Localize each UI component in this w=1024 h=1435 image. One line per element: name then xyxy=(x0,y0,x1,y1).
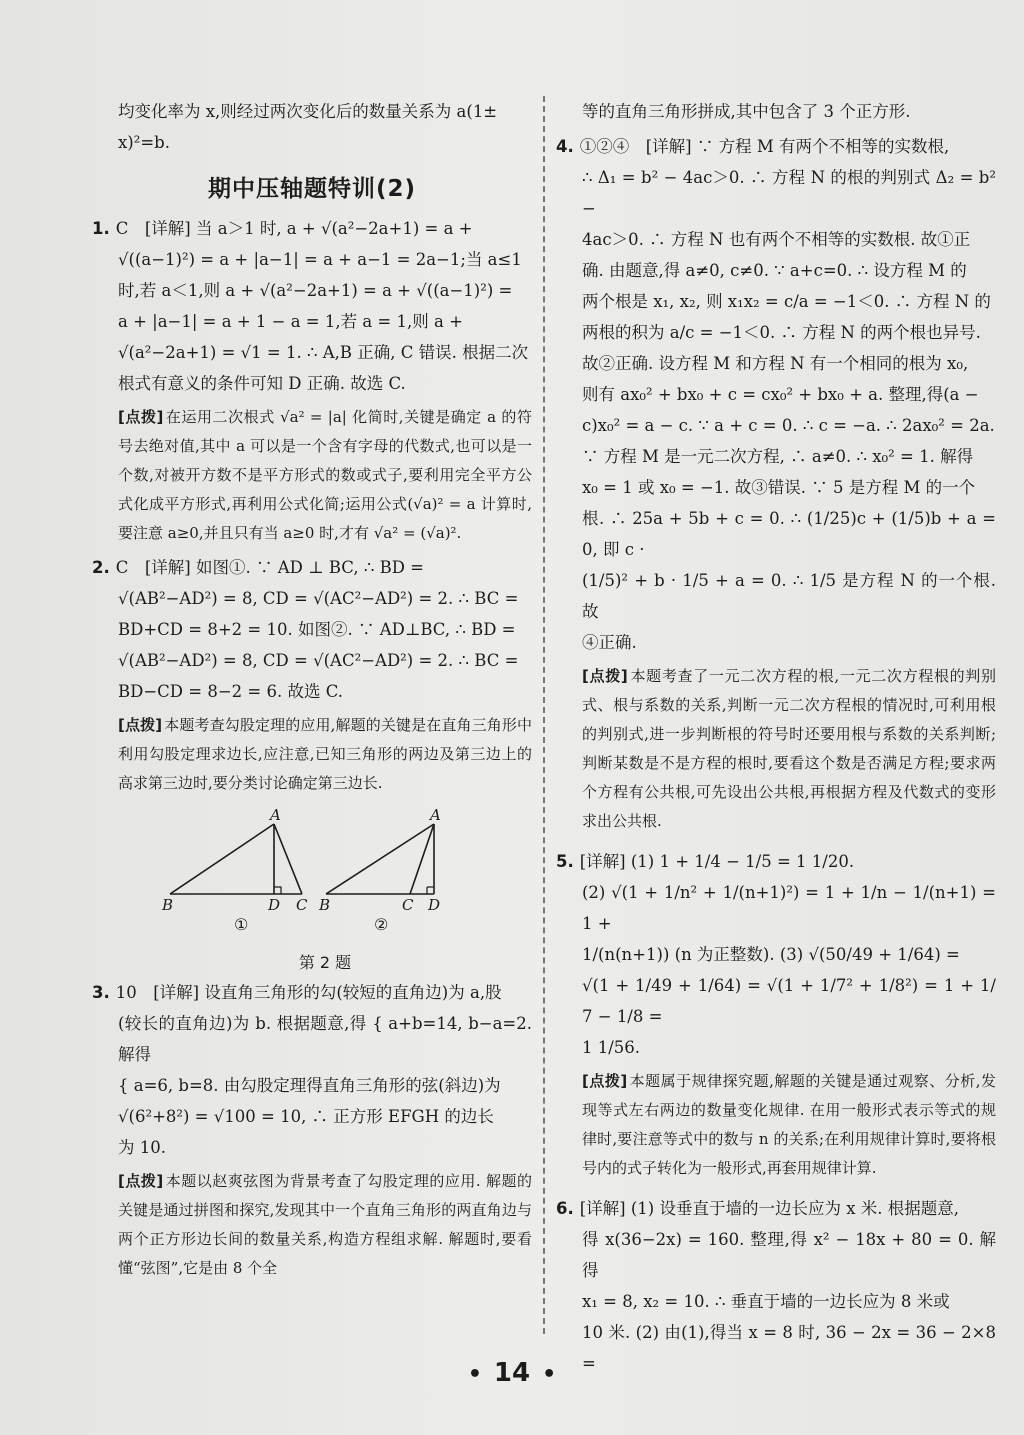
item-number: 2. xyxy=(92,558,110,577)
tip-label: [点拨] xyxy=(582,1072,628,1090)
answer-line: 故②正确. 设方程 M 和方程 N 有一个相同的根为 x₀, xyxy=(582,354,969,373)
triangle-figure-2 xyxy=(326,824,434,894)
item-number: 4. xyxy=(556,137,574,156)
answer-line: ①②④ [详解] ∵ 方程 M 有两个不相等的实数根, xyxy=(579,137,950,156)
answer-item-6 xyxy=(556,1193,996,1379)
tip-text: 本题以赵爽弦图为背景考查了勾股定理的应用. 解题的关键是通过拼图和探究,发现其中一个直角三角形的两直角边与两个正方形边长间的数量关系,构造方程组求解. 解题时,要看懂“弦图”,它是由 8 个全 xyxy=(118,1172,532,1277)
tip-label: [点拨] xyxy=(118,408,164,426)
answer-line: √(6²+8²) = √100 = 10, ∴ 正方形 EFGH 的边长 xyxy=(118,1107,494,1126)
answer-line: (1/5)² + b · 1/5 + a = 0. ∴ 1/5 是方程 N 的一个根. 故 xyxy=(582,571,996,621)
intro-line: 均变化率为 x,则经过两次变化后的数量关系为 a(1± xyxy=(118,102,498,121)
tip-text: 本题考查了一元二次方程的根,一元二次方程根的判别式、根与系数的关系,判断一元二次方程根的情况时,可利用根的判别式,进一步判断根的符号时还要用根与系数的关系判断;判断某数是不是方程的根时,要看这个数是否满足方程;要求两个方程有公共根,可先设出公共根,再根据方程及代数式的变形求出公共根. xyxy=(582,667,996,830)
figure-2-label: ② xyxy=(374,915,389,934)
tip-text: 在运用二次根式 √a² = |a| 化简时,关键是确定 a 的符号去绝对值,其中 a 可以是一个含有字母的代数式,也可以是一个数,对被开方数不是平方形式的数或式子,要利用完全平方公式化成平方形式,再利用公式化简;运用公式(√a)² = a 计算时,要注意 a≥0,并且只有当 a≥0 时,才有 √a² = (√a)². xyxy=(118,408,532,542)
triangle-figure-1 xyxy=(170,824,302,894)
answer-line: { a=6, b=8. 由勾股定理得直角三角形的弦(斜边)为 xyxy=(118,1076,501,1095)
answer-line: c)x₀² = a − c. ∵ a + c = 0. ∴ c = −a. ∴ 2ax₀² = 2a. xyxy=(582,416,995,435)
answer-line: 10 米. (2) 由(1),得当 x = 8 时, 36 − 2x = 36 − 2×8 = xyxy=(582,1323,996,1373)
figure-caption: 第 2 题 xyxy=(298,953,352,972)
answer-line: x₀ = 1 或 x₀ = −1. 故③错误. ∵ 5 是方程 M 的一个 xyxy=(582,478,976,497)
answer-line: BD+CD = 8+2 = 10. 如图②. ∵ AD⊥BC, ∴ BD = xyxy=(118,620,516,639)
segment-ac xyxy=(410,824,434,894)
answer-line: C [详解] 如图①. ∵ AD ⊥ BC, ∴ BD = xyxy=(115,558,425,577)
intro-line: 等的直角三角形拼成,其中包含了 3 个正方形. xyxy=(582,102,911,121)
answer-item-1 xyxy=(92,213,532,548)
triangle-figures xyxy=(118,806,532,973)
figure-1-label: ① xyxy=(234,915,249,934)
triangle-diagrams xyxy=(118,806,532,944)
answer-line: (2) √(1 + 1/n² + 1/(n+1)²) = 1 + 1/n − 1/(n+1) = 1 + xyxy=(582,883,996,933)
answer-line: √(a²−2a+1) = √1 = 1. ∴ A,B 正确, C 错误. 根据二次 xyxy=(118,343,529,362)
answer-line: 为 10. xyxy=(118,1138,166,1157)
answer-line: ∴ Δ₁ = b² − 4ac＞0. ∴ 方程 N 的根的判别式 Δ₂ = b² − xyxy=(582,168,996,218)
tip-label: [点拨] xyxy=(582,667,628,685)
answer-item-5 xyxy=(556,846,996,1183)
tip-label: [点拨] xyxy=(118,1172,164,1190)
tip-block xyxy=(118,403,532,548)
page-footer xyxy=(0,1358,1024,1388)
answer-item-3 xyxy=(92,977,532,1283)
answer-line: 则有 ax₀² + bx₀ + c = cx₀² + bx₀ + a. 整理,得(a − xyxy=(582,385,979,404)
answer-line: (较长的直角边)为 b. 根据题意,得 { a+b=14, b−a=2. 解得 xyxy=(118,1014,532,1064)
answer-line: C [详解] 当 a＞1 时, a + √(a²−2a+1) = a + xyxy=(115,219,473,238)
right-column xyxy=(556,96,996,1379)
column-divider xyxy=(543,96,545,1334)
answer-line: a + |a−1| = a + 1 − a = 1,若 a = 1,则 a + xyxy=(118,312,463,331)
item-number: 3. xyxy=(92,983,110,1002)
answer-line: ∵ 方程 M 是一元二次方程, ∴ a≠0. ∴ x₀² = 1. 解得 xyxy=(582,447,974,466)
page-number: 14 xyxy=(493,1358,531,1388)
answer-line: 根. ∴ 25a + 5b + c = 0. ∴ (1/25)c + (1/5)b + a = 0, 即 c · xyxy=(582,509,996,559)
tip-block xyxy=(118,1167,532,1283)
tip-label: [点拨] xyxy=(118,716,163,734)
answer-line: 10 [详解] 设直角三角形的勾(较短的直角边)为 a,股 xyxy=(115,983,502,1002)
tip-text: 本题属于规律探究题,解题的关键是通过观察、分析,发现等式左右两边的数量变化规律. 在用一般形式表示等式的规律时,要注意等式中的数与 n 的关系;在利用规律计算时,要将根号内的式子转化为一般形式,再套用规律计算. xyxy=(582,1072,996,1177)
point-label: A xyxy=(430,806,441,824)
segment-ab xyxy=(326,824,434,894)
item-number: 5. xyxy=(556,852,574,871)
point-label: B xyxy=(319,896,331,914)
answer-line: 4ac＞0. ∴ 方程 N 也有两个不相等的实数根. 故①正 xyxy=(582,230,971,249)
right-angle-mark xyxy=(274,887,281,894)
answer-line: 1/(n(n+1)) (n 为正整数). (3) √(50/49 + 1/64) = xyxy=(582,945,960,964)
answer-line: √(1 + 1/49 + 1/64) = √(1 + 1/7² + 1/8²) = 1 + 1/7 − 1/8 = xyxy=(582,976,996,1026)
point-label: D xyxy=(428,896,441,914)
bullet: • xyxy=(542,1362,557,1387)
tip-text: 本题考查勾股定理的应用,解题的关键是在直角三角形中利用勾股定理求边长,应注意,已知三角形的两边及第三边上的高求第三边时,要分类讨论确定第三边长. xyxy=(118,716,532,792)
answer-line: 两根的积为 a/c = −1＜0. ∴ 方程 N 的两个根也异号. xyxy=(582,323,981,342)
answer-line: √((a−1)²) = a + |a−1| = a + a−1 = 2a−1;当 a≤1 xyxy=(118,250,522,269)
item-number: 1. xyxy=(92,219,110,238)
segment-ab xyxy=(170,824,274,894)
intro-line: x)²=b. xyxy=(118,133,170,152)
section-title: 期中压轴题特训(2) xyxy=(207,176,417,202)
left-column xyxy=(92,96,532,1283)
answer-line: ④正确. xyxy=(582,633,637,652)
answer-line: 确. 由题意,得 a≠0, c≠0. ∵ a+c=0. ∴ 设方程 M 的 xyxy=(582,261,967,280)
answer-line: [详解] (1) 1 + 1/4 − 1/5 = 1 1/20. xyxy=(579,852,855,871)
tip-block xyxy=(118,711,532,798)
bullet: • xyxy=(467,1362,482,1387)
point-label: D xyxy=(268,896,281,914)
item-number: 6. xyxy=(556,1199,574,1218)
answer-line: √(AB²−AD²) = 8, CD = √(AC²−AD²) = 2. ∴ BC = xyxy=(118,651,519,670)
answer-line: √(AB²−AD²) = 8, CD = √(AC²−AD²) = 2. ∴ BC = xyxy=(118,589,519,608)
tip-block xyxy=(582,1067,996,1183)
answer-item-2 xyxy=(92,552,532,973)
answer-line: 时,若 a＜1,则 a + √(a²−2a+1) = a + √((a−1)²) = xyxy=(118,281,513,300)
point-label: B xyxy=(162,896,174,914)
answer-line: 两个根是 x₁, x₂, 则 x₁x₂ = c/a = −1＜0. ∴ 方程 N 的 xyxy=(582,292,991,311)
answer-line: 根式有意义的条件可知 D 正确. 故选 C. xyxy=(118,374,406,393)
answer-line: x₁ = 8, x₂ = 10. ∴ 垂直于墙的一边长应为 8 米或 xyxy=(582,1292,950,1311)
answer-line: 得 x(36−2x) = 160. 整理,得 x² − 18x + 80 = 0. 解得 xyxy=(582,1230,996,1280)
point-label: C xyxy=(296,896,308,914)
point-label: A xyxy=(270,806,281,824)
tip-block xyxy=(582,662,996,836)
segment-ac xyxy=(274,824,302,894)
answer-line: 1 1/56. xyxy=(582,1038,641,1057)
point-label: C xyxy=(402,896,414,914)
answer-line: BD−CD = 8−2 = 6. 故选 C. xyxy=(118,682,343,701)
answer-item-4 xyxy=(556,131,996,836)
answer-line: [详解] (1) 设垂直于墙的一边长应为 x 米. 根据题意, xyxy=(579,1199,960,1218)
